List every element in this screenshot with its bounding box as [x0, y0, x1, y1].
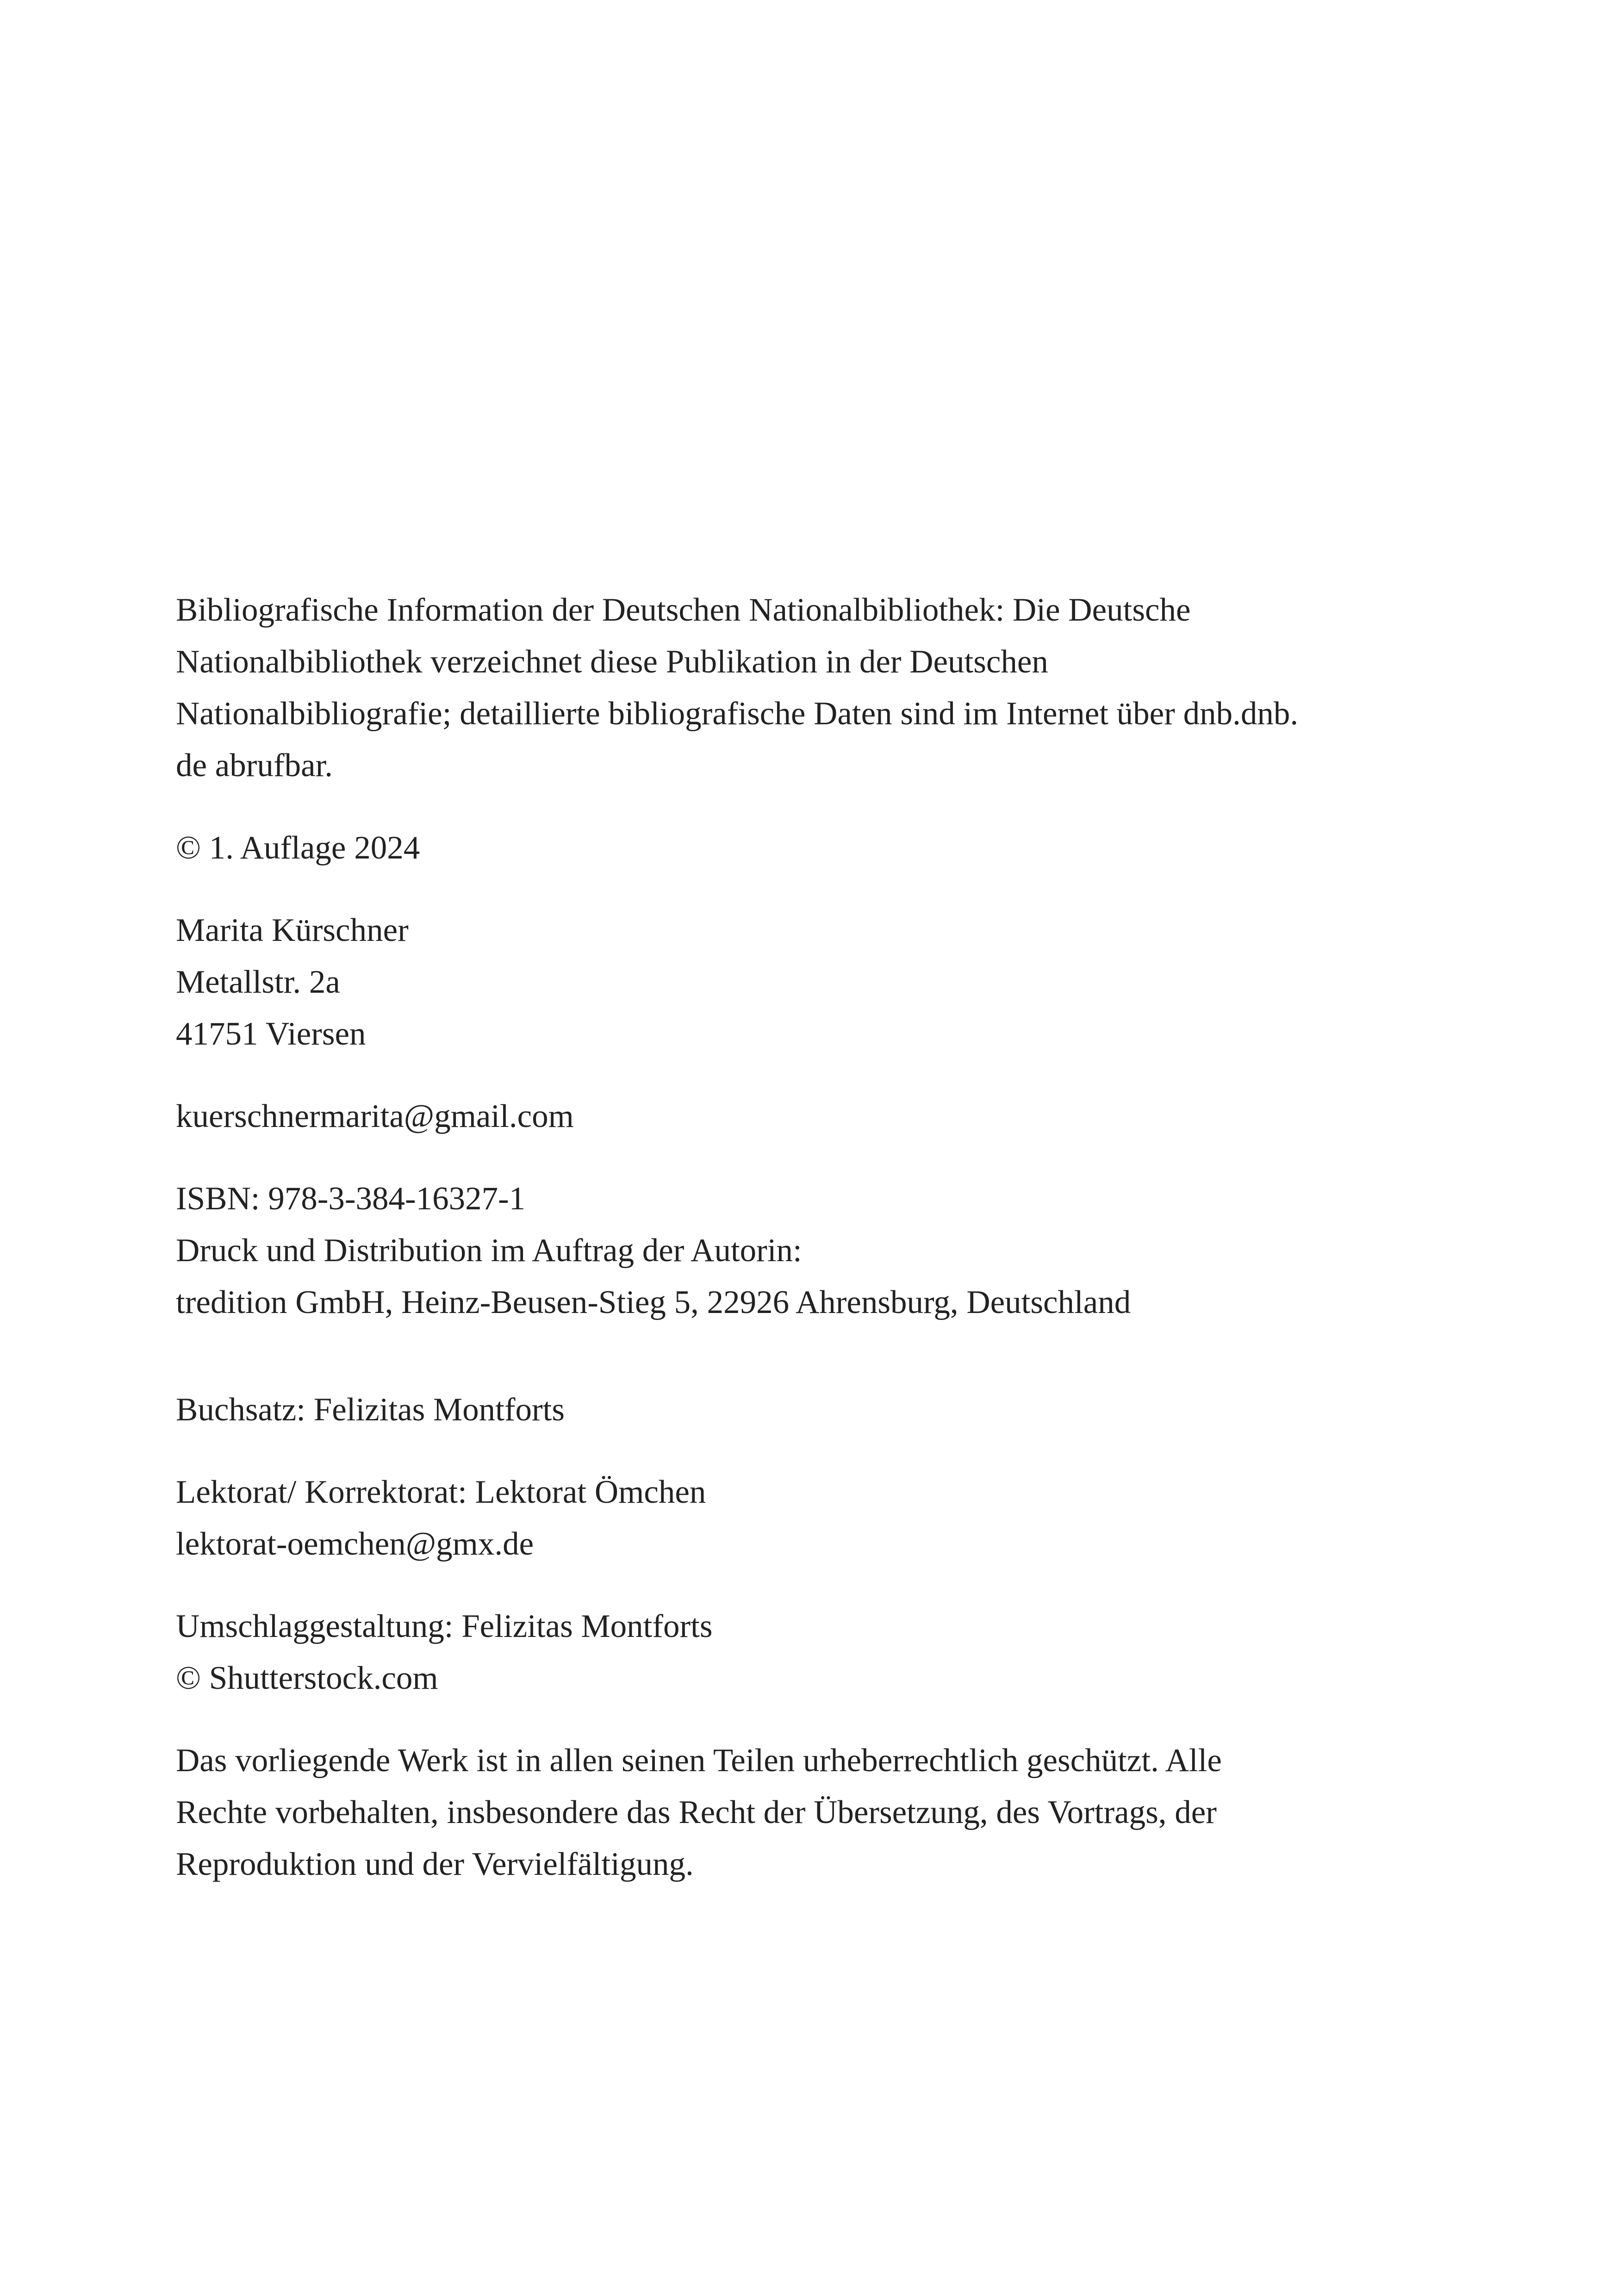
- author-name: Marita Kürschner: [176, 912, 409, 948]
- cover-design-line: Umschlaggestaltung: Felizitas Montforts: [176, 1608, 713, 1644]
- author-city: 41751 Viersen: [176, 1016, 366, 1052]
- editing-line: Lektorat/ Korrektorat: Lektorat Ömchen: [176, 1474, 706, 1510]
- edition-line: © 1. Auflage 2024: [176, 830, 420, 866]
- email-paragraph: [176, 1090, 1435, 1142]
- bibliographic-info-line: Nationalbibliografie; detaillierte bibliografische Daten sind im Internet über dnb.dnb.: [176, 696, 1299, 732]
- bibliographic-info-line: de abrufbar.: [176, 747, 333, 784]
- cover-credit-line: © Shutterstock.com: [176, 1660, 438, 1696]
- copyright-line: Das vorliegende Werk ist in allen seinen Teilen urheberrechtlich geschützt. Alle: [176, 1742, 1222, 1779]
- publisher-line: tredition GmbH, Heinz-Beusen-Stieg 5, 22926 Ahrensburg, Deutschland: [176, 1284, 1131, 1320]
- copyright-line: Reproduktion und der Vervielfältigung.: [176, 1846, 694, 1882]
- publication-info: [176, 1173, 1435, 1328]
- author-email: kuerschnermarita@gmail.com: [176, 1098, 574, 1134]
- bibliographic-info-paragraph: [176, 584, 1435, 791]
- copyright-notice: [176, 1735, 1435, 1890]
- editing-paragraph: [176, 1466, 1435, 1570]
- isbn-line: ISBN: 978-3-384-16327-1: [176, 1181, 526, 1217]
- author-address: [176, 904, 1435, 1060]
- edition-paragraph: [176, 822, 1435, 874]
- bibliographic-info-line: Nationalbibliothek verzeichnet diese Publikation in der Deutschen: [176, 644, 1048, 680]
- typesetting-paragraph: [176, 1384, 1435, 1436]
- editing-email: lektorat-oemchen@gmx.de: [176, 1526, 534, 1562]
- bibliographic-info-line: Bibliografische Information der Deutschen Nationalbibliothek: Die Deutsche: [176, 592, 1191, 628]
- imprint-text: [176, 584, 1435, 1890]
- typesetting-line: Buchsatz: Felizitas Montforts: [176, 1392, 565, 1428]
- distribution-line: Druck und Distribution im Auftrag der Autorin:: [176, 1232, 802, 1269]
- copyright-line: Rechte vorbehalten, insbesondere das Recht der Übersetzung, des Vortrags, der: [176, 1794, 1217, 1830]
- cover-paragraph: [176, 1600, 1435, 1704]
- author-street: Metallstr. 2a: [176, 964, 340, 1000]
